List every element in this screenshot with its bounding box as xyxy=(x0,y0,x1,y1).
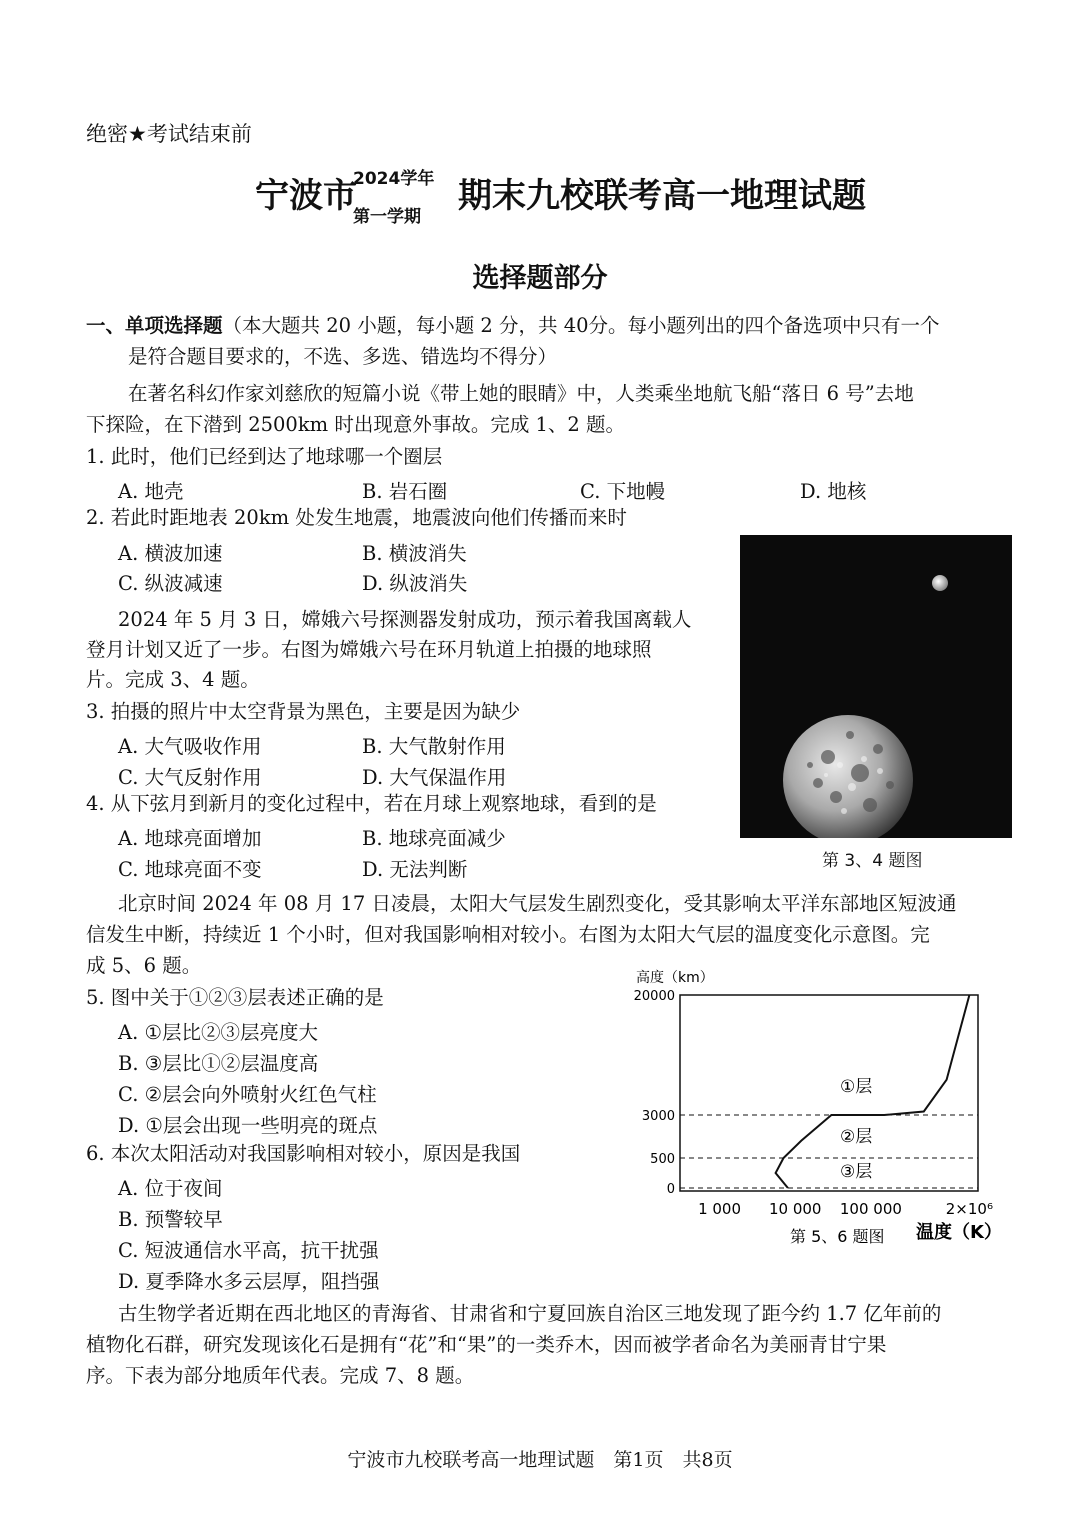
intro-q7-8-line2: 植物化石群，研究发现该化石是拥有“花”和“果”的一类乔木，因而被学者命名为美丽青甘宁果 xyxy=(86,1333,887,1356)
q5-stem: 5. 图中关于①②③层表述正确的是 xyxy=(86,986,384,1009)
y-tick-label: 3000 xyxy=(641,1109,675,1124)
q4-option-c: C. 地球亮面不变 xyxy=(118,858,262,881)
y-tick-label: 20000 xyxy=(633,989,675,1004)
q5-option-c: C. ②层会向外喷射火红色气柱 xyxy=(118,1083,377,1106)
q5-option-a: A. ①层比②③层亮度大 xyxy=(118,1021,318,1044)
q4-stem: 4. 从下弦月到新月的变化过程中，若在月球上观察地球，看到的是 xyxy=(86,792,657,815)
q2-option-c: C. 纵波减速 xyxy=(118,572,223,595)
earth-photo-image xyxy=(740,535,1012,838)
part1-instructions-line2: 是符合题目要求的，不选、多选、错选均不得分） xyxy=(128,345,558,368)
part1-heading: 一、单项选择题 xyxy=(86,314,223,337)
q6-option-b: B. 预警较早 xyxy=(118,1208,223,1231)
part1-instructions-line1: （本大题共 20 小题，每小题 2 分，共 40分。每小题列出的四个备选项中只有一个 xyxy=(222,314,940,337)
q3-option-a: A. 大气吸收作用 xyxy=(118,735,262,758)
x-tick-label: 2×10⁶ xyxy=(945,1200,993,1218)
intro-q1-2-line1: 在著名科幻作家刘慈欣的短篇小说《带上她的眼睛》中，人类乘坐地航飞船“落日 6 号”去地 xyxy=(128,382,914,405)
q4-option-d: D. 无法判断 xyxy=(362,858,468,881)
intro-q5-6-line1: 北京时间 2024 年 08 月 17 日凌晨，太阳大气层发生剧烈变化，受其影响太平洋东部地区短波通 xyxy=(118,892,957,915)
q3-option-b: B. 大气散射作用 xyxy=(362,735,506,758)
q6-option-c: C. 短波通信水平高，抗干扰强 xyxy=(118,1239,379,1262)
chart-y-ticks xyxy=(634,989,675,1197)
q2-option-a: A. 横波加速 xyxy=(118,542,223,565)
chart-frame xyxy=(680,995,978,1191)
intro-q5-6-line2: 信发生中断，持续近 1 个小时，但对我国影响相对较小。右图为太阳大气层的温度变化示意图。完 xyxy=(86,923,930,946)
chart-x-ticks xyxy=(698,1200,993,1218)
q1-stem: 1. 此时，他们已经到达了地球哪一个圈层 xyxy=(86,445,443,468)
q4-option-a: A. 地球亮面增加 xyxy=(118,827,262,850)
q1-option-c: C. 下地幔 xyxy=(580,480,666,503)
q6-stem: 6. 本次太阳活动对我国影响相对较小，原因是我国 xyxy=(86,1142,521,1165)
q3-stem: 3. 拍摄的照片中太空背景为黑色，主要是因为缺少 xyxy=(86,700,521,723)
q4-option-b: B. 地球亮面减少 xyxy=(362,827,506,850)
photo-caption: 第 3、4 题图 xyxy=(822,851,923,871)
q3-option-d: D. 大气保温作用 xyxy=(362,766,507,789)
x-tick-label: 1 000 xyxy=(698,1200,742,1218)
q6-option-d: D. 夏季降水多云层厚，阻挡强 xyxy=(118,1270,380,1293)
intro-q7-8-line1: 古生物学者近期在西北地区的青海省、甘肃省和宁夏回族自治区三地发现了距今约 1.7 亿年前的 xyxy=(118,1302,942,1325)
title-exam: 期末九校联考高一地理试题 xyxy=(458,176,866,216)
confidential-label: 绝密★考试结束前 xyxy=(86,122,252,146)
q2-option-d: D. 纵波消失 xyxy=(362,572,468,595)
q6-option-a: A. 位于夜间 xyxy=(118,1177,223,1200)
title-city: 宁波市 xyxy=(255,176,357,216)
q1-option-b: B. 岩石圈 xyxy=(362,480,448,503)
temperature-curve xyxy=(776,995,970,1188)
q5-option-b: B. ③层比①②层温度高 xyxy=(118,1052,319,1075)
q3-option-c: C. 大气反射作用 xyxy=(118,766,262,789)
layer-2-label: ②层 xyxy=(840,1127,873,1147)
q2-option-b: B. 横波消失 xyxy=(362,542,467,565)
layer-3-label: ③层 xyxy=(840,1162,873,1182)
x-tick-label: 100 000 xyxy=(839,1200,902,1218)
q1-option-a: A. 地壳 xyxy=(118,480,184,503)
intro-q1-2-line2: 下探险，在下潜到 2500km 时出现意外事故。完成 1、2 题。 xyxy=(86,413,626,436)
y-tick-label: 0 xyxy=(666,1182,675,1197)
chart-xlabel: 温度（K） xyxy=(916,1222,1002,1243)
title-year: 2024学年 xyxy=(353,169,435,189)
intro-q5-6-line3: 成 5、6 题。 xyxy=(86,954,202,977)
page-footer: 宁波市九校联考高一地理试题 第1页 共8页 xyxy=(347,1449,733,1471)
x-tick-label: 10 000 xyxy=(768,1200,822,1218)
intro-q7-8-line3: 序。下表为部分地质年代表。完成 7、8 题。 xyxy=(86,1364,475,1387)
section-title: 选择题部分 xyxy=(472,263,608,294)
y-tick-label: 500 xyxy=(650,1152,675,1167)
title-term: 第一学期 xyxy=(353,207,421,227)
chart-gridlines xyxy=(680,1115,978,1188)
part1-instructions xyxy=(86,310,940,341)
intro-q3-4-line2: 登月计划又近了一步。右图为嫦娥六号在环月轨道上拍摄的地球照 xyxy=(86,638,652,661)
q5-option-d: D. ①层会出现一些明亮的斑点 xyxy=(118,1114,378,1137)
layer-1-label: ①层 xyxy=(840,1077,873,1097)
intro-q3-4-line1: 2024 年 5 月 3 日，嫦娥六号探测器发射成功，预示着我国离载人 xyxy=(118,608,692,631)
q2-stem: 2. 若此时距地表 20km 处发生地震，地震波向他们传播而来时 xyxy=(86,506,627,529)
earth-photo xyxy=(740,535,1012,838)
intro-q3-4-line3: 片。完成 3、4 题。 xyxy=(86,668,260,691)
chart-caption: 第 5、6 题图 xyxy=(790,1227,885,1246)
q1-option-d: D. 地核 xyxy=(800,480,867,503)
solar-temperature-chart xyxy=(620,962,1050,1252)
chart-ylabel: 高度（km） xyxy=(636,970,714,986)
